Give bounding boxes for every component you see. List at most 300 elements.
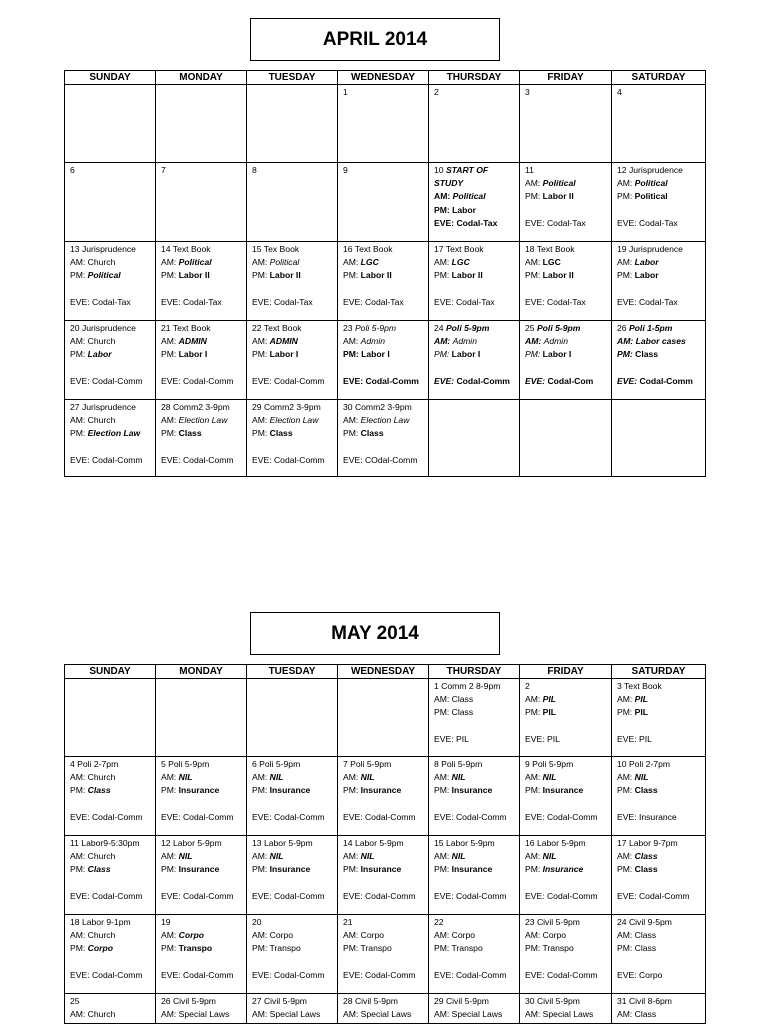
- cell-line: [343, 86, 428, 99]
- cell-line: [252, 771, 337, 784]
- cell-text: NIL: [451, 772, 466, 783]
- cell-text: AM:: [434, 336, 453, 347]
- may-weekday-header: [65, 665, 706, 679]
- cell-text: NIL: [542, 851, 557, 862]
- may-day-cell-sunday: [65, 915, 156, 994]
- cell-line: [161, 798, 246, 811]
- cell-line: [70, 877, 155, 890]
- cell-text: Insurance: [269, 785, 311, 796]
- may-day-cell-thursday: [429, 836, 520, 915]
- cell-line: [252, 414, 337, 427]
- cell-line: [525, 1008, 611, 1021]
- cell-text: 1: [343, 87, 348, 97]
- cell-line: [252, 322, 337, 335]
- cell-line: [617, 296, 705, 309]
- cell-line: [525, 916, 611, 929]
- cell-text: PM:: [434, 349, 452, 360]
- cell-text: Insurance: [178, 864, 220, 875]
- cell-text: PM:: [617, 349, 636, 360]
- cell-text: 21: [343, 917, 353, 927]
- cell-text: AM:: [434, 191, 453, 202]
- cell-text: EVE: Codal-Tax: [525, 217, 586, 228]
- may-week-row: [65, 994, 706, 1024]
- cell-text: Codal-Comm: [639, 375, 693, 386]
- cell-text: Insurance: [451, 864, 493, 875]
- cell-text: Labor II: [542, 191, 574, 202]
- cell-text: Political: [634, 178, 668, 189]
- cell-line: [434, 177, 519, 190]
- cell-text: EVE: Codal-Comm: [70, 454, 143, 465]
- cell-text: PM:: [161, 785, 179, 796]
- cell-line: [252, 269, 337, 282]
- cell-text: LGC: [451, 257, 470, 268]
- cell-text: Labor II: [542, 270, 574, 281]
- cell-text: PM:: [343, 785, 361, 796]
- cell-text: EVE: PIL: [525, 733, 560, 744]
- april-day-cell-thursday: [429, 163, 520, 242]
- cell-line: [70, 269, 155, 282]
- cell-text: AM: Class: [617, 930, 657, 941]
- cell-text: AM: Church: [70, 257, 116, 268]
- cell-line: [434, 758, 519, 771]
- cell-text: 31 Civil 8-6pm: [617, 996, 672, 1006]
- cell-text: 18 Labor 9-1pm: [70, 917, 131, 927]
- may-day-cell-wednesday: [338, 994, 429, 1024]
- cell-text: AM:: [617, 178, 635, 189]
- cell-text: EVE: Codal-Comm: [70, 890, 143, 901]
- cell-line: [525, 693, 611, 706]
- cell-text: 15 Tex Book: [252, 244, 300, 254]
- cell-text: Election Law: [87, 428, 141, 439]
- cell-text: EVE: Corpo: [617, 969, 663, 980]
- cell-line: [525, 706, 611, 719]
- cell-line: [252, 256, 337, 269]
- cell-text: EVE: Codal-Comm: [252, 375, 325, 386]
- cell-text: EVE: Codal-Comm: [343, 890, 416, 901]
- cell-text: 26: [617, 323, 629, 333]
- cell-text: PM:: [525, 270, 543, 281]
- april-header-thursday: THURSDAY: [429, 71, 520, 85]
- cell-text: 30 Civil 5-9pm: [525, 996, 580, 1006]
- cell-line: [617, 86, 705, 99]
- cell-line: [161, 890, 246, 903]
- may-header-saturday: SATURDAY: [612, 665, 706, 679]
- cell-text: Class: [269, 428, 293, 439]
- cell-text: EVE: PIL: [434, 733, 469, 744]
- cell-line: [70, 243, 155, 256]
- april-day-cell-saturday: [612, 321, 706, 400]
- cell-line: [525, 283, 611, 296]
- cell-line: [434, 256, 519, 269]
- cell-text: PM:: [70, 349, 88, 360]
- cell-line: [525, 890, 611, 903]
- cell-line: [161, 454, 246, 467]
- cell-line: [434, 243, 519, 256]
- cell-text: Political: [542, 178, 576, 189]
- cell-text: PM: Transpo: [525, 943, 574, 954]
- cell-line: [161, 995, 246, 1008]
- cell-line: [617, 322, 705, 335]
- cell-line: [252, 929, 337, 942]
- cell-line: [434, 204, 519, 217]
- cell-text: AM:: [434, 257, 452, 268]
- cell-line: [70, 335, 155, 348]
- cell-line: [161, 837, 246, 850]
- cell-line: [434, 164, 519, 177]
- cell-text: 20: [252, 917, 262, 927]
- cell-line: [161, 362, 246, 375]
- cell-text: AM:: [161, 415, 179, 426]
- may-day-cell-sunday: [65, 679, 156, 757]
- cell-text: PM:: [252, 785, 270, 796]
- cell-text: 14 Text Book: [161, 244, 211, 254]
- may-day-cell-saturday: [612, 994, 706, 1024]
- may-day-cell-thursday: [429, 757, 520, 836]
- cell-text: 11 Labor9-5:30pm: [70, 838, 140, 848]
- cell-line: [617, 733, 705, 746]
- cell-line: [70, 837, 155, 850]
- cell-line: [525, 863, 611, 876]
- cell-text: EVE: Codal-Comm: [434, 969, 507, 980]
- cell-line: [343, 348, 428, 361]
- cell-text: PM:: [70, 428, 88, 439]
- cell-line: [617, 877, 705, 890]
- cell-text: NIL: [634, 772, 649, 783]
- april-day-cell-monday: [156, 321, 247, 400]
- cell-text: PM: Transpo: [434, 943, 483, 954]
- cell-line: [161, 269, 246, 282]
- may-day-cell-monday: [156, 915, 247, 994]
- cell-text: Insurance: [542, 785, 584, 796]
- cell-text: PM:: [161, 428, 179, 439]
- cell-line: [434, 680, 519, 693]
- april-day-cell-thursday: [429, 85, 520, 163]
- cell-text: AM: Special Laws: [434, 1009, 503, 1020]
- cell-text: PM: Class: [434, 707, 474, 718]
- may-day-cell-thursday: [429, 994, 520, 1024]
- cell-line: [343, 243, 428, 256]
- cell-line: [434, 720, 519, 733]
- cell-line: [434, 1008, 519, 1021]
- april-day-cell-sunday: [65, 85, 156, 163]
- cell-text: EVE: Codal-Comm: [161, 811, 234, 822]
- cell-line: [434, 811, 519, 824]
- cell-text: PM:: [617, 270, 635, 281]
- cell-line: [343, 256, 428, 269]
- cell-text: Insurance: [451, 785, 493, 796]
- cell-text: 23: [343, 323, 355, 333]
- cell-text: 14 Labor 5-9pm: [343, 838, 404, 848]
- cell-text: LGC: [542, 257, 561, 268]
- cell-text: AM: Church: [70, 336, 116, 347]
- cell-text: AM: Corpo: [343, 930, 385, 941]
- april-day-cell-saturday: [612, 242, 706, 321]
- cell-text: 24 Civil 9-5pm: [617, 917, 672, 927]
- cell-text: PM:: [525, 349, 543, 360]
- april-week-row: [65, 321, 706, 400]
- may-day-cell-monday: [156, 836, 247, 915]
- cell-line: [617, 942, 705, 955]
- cell-text: Insurance: [542, 864, 584, 875]
- cell-line: [343, 335, 428, 348]
- cell-line: [617, 720, 705, 733]
- cell-text: PM:: [161, 943, 179, 954]
- may-header-wednesday: WEDNESDAY: [338, 665, 429, 679]
- cell-line: [617, 956, 705, 969]
- cell-line: [525, 798, 611, 811]
- cell-line: [525, 995, 611, 1008]
- cell-text: EVE:: [525, 375, 548, 386]
- cell-line: [343, 362, 428, 375]
- cell-text: 11: [525, 165, 534, 175]
- cell-line: [252, 401, 337, 414]
- cell-line: [434, 348, 519, 361]
- cell-line: [161, 942, 246, 955]
- cell-line: [525, 177, 611, 190]
- cell-text: PM:: [343, 270, 361, 281]
- cell-text: AM:: [525, 257, 543, 268]
- cell-text: AM:: [525, 851, 543, 862]
- cell-text: AM:: [252, 257, 270, 268]
- cell-text: AM: Special Laws: [161, 1009, 230, 1020]
- may-day-cell-saturday: [612, 915, 706, 994]
- cell-text: 9 Poli 5-9pm: [525, 759, 574, 769]
- cell-line: [161, 348, 246, 361]
- cell-text: 3: [525, 87, 530, 97]
- cell-line: [525, 837, 611, 850]
- cell-text: Class: [87, 864, 111, 875]
- cell-text: Election Law: [269, 415, 319, 426]
- cell-line: [70, 375, 155, 388]
- cell-line: [525, 733, 611, 746]
- cell-text: PM: Transpo: [252, 943, 301, 954]
- cell-text: NIL: [542, 772, 557, 783]
- cell-text: NIL: [178, 772, 193, 783]
- cell-line: [525, 362, 611, 375]
- cell-line: [434, 929, 519, 942]
- cell-text: EVE:: [617, 375, 640, 386]
- cell-text: EVE: Codal-Tax: [617, 296, 678, 307]
- cell-line: [161, 863, 246, 876]
- cell-text: AM:: [343, 772, 361, 783]
- cell-line: [70, 283, 155, 296]
- cell-line: [525, 86, 611, 99]
- cell-text: 7: [161, 165, 166, 175]
- cell-text: PIL: [634, 694, 649, 705]
- cell-line: [161, 441, 246, 454]
- cell-line: [343, 942, 428, 955]
- cell-text: ADMIN: [269, 336, 298, 347]
- cell-text: PM:: [434, 864, 452, 875]
- cell-line: [434, 190, 519, 203]
- cell-line: [70, 798, 155, 811]
- cell-line: [161, 850, 246, 863]
- cell-text: EVE: Codal-Tax: [525, 296, 586, 307]
- cell-line: [617, 850, 705, 863]
- cell-text: 27 Civil 5-9pm: [252, 996, 307, 1006]
- april-day-cell-thursday: [429, 400, 520, 477]
- april-week-row: [65, 242, 706, 321]
- cell-text: EVE: PIL: [617, 733, 652, 744]
- cell-line: [70, 890, 155, 903]
- april-day-cell-tuesday: [247, 242, 338, 321]
- cell-line: [70, 942, 155, 955]
- cell-line: [525, 322, 611, 335]
- cell-text: AM: Class: [617, 1009, 657, 1020]
- cell-line: [161, 771, 246, 784]
- cell-line: [525, 243, 611, 256]
- cell-line: [252, 784, 337, 797]
- cell-text: AM:: [161, 257, 179, 268]
- may-day-cell-tuesday: [247, 915, 338, 994]
- april-day-cell-saturday: [612, 400, 706, 477]
- cell-line: [70, 256, 155, 269]
- cell-text: AM:: [525, 694, 543, 705]
- cell-text: AM:: [617, 851, 635, 862]
- cell-text: PM:: [252, 428, 270, 439]
- cell-line: [252, 441, 337, 454]
- cell-text: EVE: Codal-Comm: [70, 375, 143, 386]
- cell-line: [617, 706, 705, 719]
- cell-text: EVE: Codal-Comm: [525, 811, 598, 822]
- cell-text: START OF: [445, 165, 489, 175]
- cell-line: [434, 217, 519, 230]
- cell-text: 25: [70, 996, 80, 1006]
- cell-text: STUDY: [434, 178, 464, 189]
- cell-text: 6 Poli 5-9pm: [252, 759, 301, 769]
- cell-line: [617, 916, 705, 929]
- cell-line: [434, 942, 519, 955]
- cell-line: [161, 296, 246, 309]
- may-day-cell-friday: [520, 836, 612, 915]
- cell-line: [343, 375, 428, 388]
- cell-line: [617, 190, 705, 203]
- cell-line: [252, 1008, 337, 1021]
- cell-text: PM: Class: [617, 943, 657, 954]
- cell-text: AM:: [343, 257, 361, 268]
- cell-text: 21 Text Book: [161, 323, 211, 333]
- cell-text: Labor II: [178, 270, 210, 281]
- cell-line: [525, 680, 611, 693]
- cell-text: AM: Church: [70, 415, 116, 426]
- cell-text: 10 Poli 2-7pm: [617, 759, 671, 769]
- april-header-wednesday: WEDNESDAY: [338, 71, 429, 85]
- may-day-cell-friday: [520, 915, 612, 994]
- cell-text: 17 Labor 9-7pm: [617, 838, 678, 848]
- cell-text: ADMIN: [178, 336, 207, 347]
- cell-text: EVE: Codal-Comm: [70, 969, 143, 980]
- cell-line: [343, 322, 428, 335]
- cell-line: [252, 335, 337, 348]
- april-weekday-header: [65, 71, 706, 85]
- cell-text: NIL: [269, 772, 284, 783]
- cell-line: [617, 348, 705, 361]
- may-day-cell-thursday: [429, 915, 520, 994]
- april-day-cell-wednesday: [338, 400, 429, 477]
- cell-line: [434, 784, 519, 797]
- cell-text: AM:: [343, 851, 361, 862]
- cell-line: [343, 916, 428, 929]
- cell-text: 28 Comm2 3-9pm: [161, 402, 230, 412]
- cell-line: [617, 798, 705, 811]
- cell-line: [434, 969, 519, 982]
- cell-text: AM:: [525, 178, 543, 189]
- may-day-cell-wednesday: [338, 679, 429, 757]
- cell-line: [252, 995, 337, 1008]
- cell-text: 13 Labor 5-9pm: [252, 838, 313, 848]
- cell-text: Corpo: [178, 930, 204, 941]
- may-day-cell-tuesday: [247, 757, 338, 836]
- cell-text: 3 Text Book: [617, 681, 662, 691]
- cell-text: Labor II: [269, 270, 301, 281]
- cell-line: [525, 204, 611, 217]
- cell-line: [161, 283, 246, 296]
- cell-line: [343, 890, 428, 903]
- april-day-cell-thursday: [429, 242, 520, 321]
- cell-line: [617, 837, 705, 850]
- cell-text: PM:: [70, 785, 88, 796]
- april-day-cell-monday: [156, 400, 247, 477]
- cell-text: Class: [87, 785, 111, 796]
- april-day-cell-tuesday: [247, 321, 338, 400]
- cell-line: [434, 375, 519, 388]
- cell-text: PM:: [252, 349, 270, 360]
- april-day-cell-monday: [156, 85, 247, 163]
- cell-line: [343, 811, 428, 824]
- cell-line: [252, 164, 337, 177]
- cell-line: [70, 322, 155, 335]
- cell-line: [161, 969, 246, 982]
- cell-text: 10: [434, 165, 446, 175]
- cell-line: [617, 680, 705, 693]
- cell-text: Poli 1-5pm: [628, 323, 673, 333]
- cell-text: 22: [434, 917, 444, 927]
- cell-line: [343, 798, 428, 811]
- cell-text: 19: [161, 917, 171, 927]
- cell-text: AM: Church: [70, 930, 116, 941]
- cell-line: [70, 850, 155, 863]
- cell-text: EVE: Codal-Comm: [343, 375, 419, 386]
- may-week-row: [65, 915, 706, 994]
- may-day-cell-friday: [520, 757, 612, 836]
- cell-line: [343, 995, 428, 1008]
- cell-text: Labor I: [269, 349, 299, 360]
- cell-line: [434, 693, 519, 706]
- cell-line: [70, 454, 155, 467]
- cell-line: [617, 863, 705, 876]
- may-day-cell-tuesday: [247, 679, 338, 757]
- cell-text: AM: Corpo: [252, 930, 294, 941]
- cell-line: [161, 256, 246, 269]
- cell-line: [434, 863, 519, 876]
- cell-line: [252, 427, 337, 440]
- cell-text: PM:: [70, 864, 88, 875]
- cell-line: [617, 1008, 705, 1021]
- cell-line: [343, 929, 428, 942]
- cell-line: [525, 784, 611, 797]
- cell-text: AM:: [252, 336, 270, 347]
- cell-text: 22 Text Book: [252, 323, 302, 333]
- cell-text: AM:: [252, 772, 270, 783]
- cell-text: AM: Special Laws: [343, 1009, 412, 1020]
- cell-text: 18 Text Book: [525, 244, 575, 254]
- cell-line: [70, 784, 155, 797]
- cell-text: 24: [434, 323, 446, 333]
- cell-line: [252, 890, 337, 903]
- cell-line: [161, 956, 246, 969]
- cell-line: [343, 758, 428, 771]
- cell-line: [434, 956, 519, 969]
